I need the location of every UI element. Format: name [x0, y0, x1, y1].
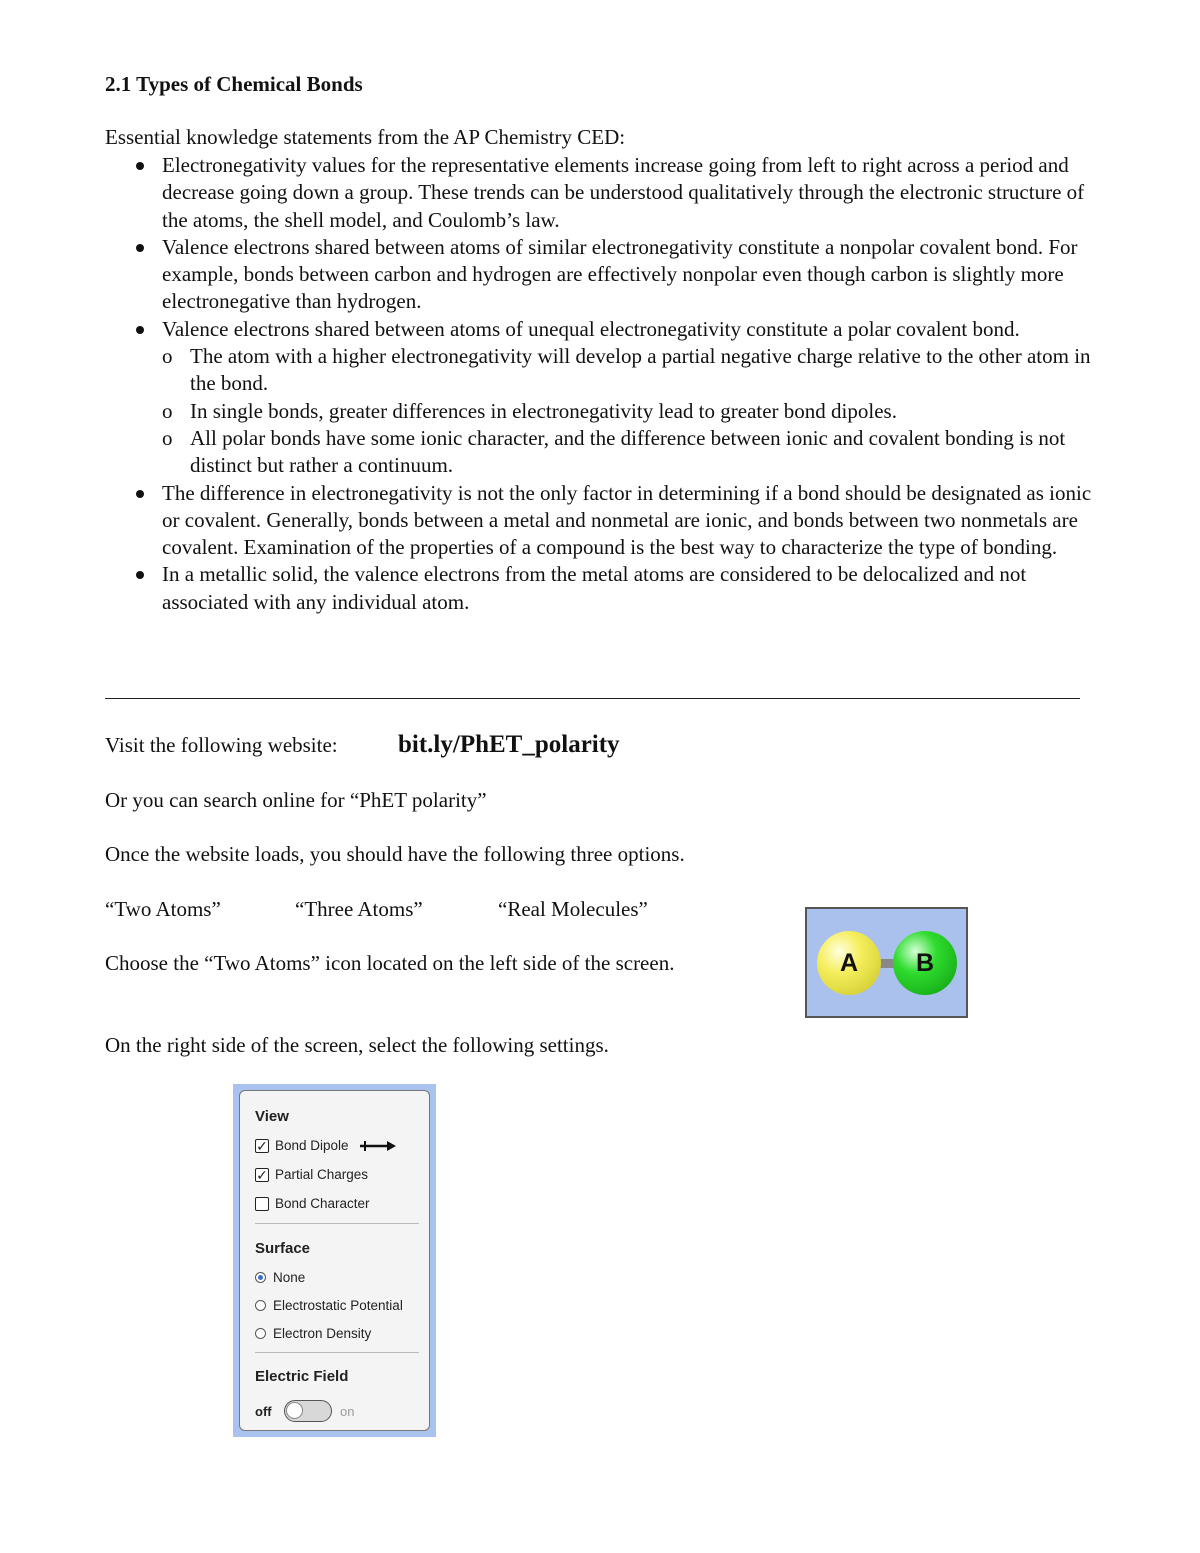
option-three-atoms: “Three Atoms”: [295, 897, 423, 921]
list-item: Electronegativity values for the representative elements increase going from left to right across a period and decrease going down a group. These trends can be understood qualitatively through the electronic structure of the atoms, the shell model, and Coulomb’s law.: [105, 152, 1105, 234]
toggle-knob: [286, 1402, 303, 1419]
electric-field-heading: Electric Field: [255, 1368, 349, 1385]
settings-panel: [233, 1084, 436, 1437]
choose-line: Choose the “Two Atoms” icon located on the left side of the screen.: [105, 951, 675, 975]
panel-divider: [255, 1352, 419, 1353]
partial-charges-checkbox[interactable]: [255, 1167, 368, 1182]
atom-b: B: [893, 931, 957, 995]
list-item: Valence electrons shared between atoms of similar electronegativity constitute a nonpolar covalent bond. For example, bonds between carbon and hydrogen are effectively nonpolar even though carbon is slightly more electronegative than hydrogen.: [105, 234, 1105, 316]
radio-empty-icon: [255, 1300, 266, 1311]
checkbox-label: Partial Charges: [275, 1167, 369, 1182]
settings-line: On the right side of the screen, select the following settings.: [105, 1033, 609, 1057]
checkbox-checked-icon: ✓: [256, 1166, 268, 1183]
electric-field-toggle[interactable]: [284, 1400, 332, 1422]
visit-label: Visit the following website:: [105, 733, 338, 757]
list-item: The difference in electronegativity is not the only factor in determining if a bond should be designated as ionic or covalent. Generally, bonds between a metal and nonmetal are ionic, and bonds between two nonmetals are covalent. Examination of the properties of a compound is the best way to characterize the type of bonding.: [105, 480, 1105, 562]
radio-label: Electron Density: [273, 1326, 372, 1341]
loads-line: Once the website loads, you should have the following three options.: [105, 842, 685, 866]
list-item: In a metallic solid, the valence electrons from the metal atoms are considered to be delocalized and not associated with any individual atom.: [105, 561, 1105, 616]
list-item: [105, 316, 1105, 480]
option-real-molecules: “Real Molecules”: [498, 897, 648, 921]
radio-label: None: [273, 1270, 306, 1285]
sub-list-item: o In single bonds, greater differences in electronegativity lead to greater bond dipoles.: [162, 398, 1105, 425]
panel-divider: [255, 1223, 419, 1224]
surface-electron-density-radio[interactable]: [255, 1326, 371, 1341]
surface-heading: Surface: [255, 1240, 311, 1257]
radio-empty-icon: [255, 1328, 266, 1339]
toggle-off-label: off: [255, 1404, 272, 1419]
website-link[interactable]: bit.ly/PhET_polarity: [398, 731, 620, 758]
view-heading: View: [255, 1108, 289, 1125]
radio-label: Electrostatic Potential: [273, 1298, 403, 1313]
checkbox-checked-icon: ✓: [256, 1137, 268, 1154]
surface-none-radio[interactable]: [255, 1270, 305, 1285]
settings-panel-inner: [239, 1090, 430, 1431]
toggle-on-label: on: [340, 1404, 355, 1419]
checkbox-empty-icon: [255, 1197, 269, 1211]
search-line: Or you can search online for “PhET polarity”: [105, 788, 487, 812]
list-item-text: Valence electrons shared between atoms of unequal electronegativity constitute a polar covalent bond.: [162, 316, 1020, 341]
checkbox-label: Bond Character: [275, 1196, 370, 1211]
option-two-atoms: “Two Atoms”: [105, 897, 221, 921]
dipole-arrow-icon: [357, 1140, 397, 1152]
sub-list-item: o All polar bonds have some ionic character, and the difference between ionic and covalent bonding is not distinct but rather a continuum.: [162, 425, 1105, 480]
two-atoms-icon[interactable]: [805, 907, 968, 1018]
surface-electrostatic-radio[interactable]: [255, 1298, 403, 1313]
bond-dipole-checkbox[interactable]: [255, 1138, 397, 1153]
intro-text: Essential knowledge statements from the AP Chemistry CED:: [105, 125, 626, 149]
radio-selected-icon: [255, 1272, 266, 1283]
atom-a: A: [817, 931, 881, 995]
checkbox-label: Bond Dipole: [275, 1138, 349, 1153]
sub-list: [162, 343, 1105, 479]
page-title: 2.1 Types of Chemical Bonds: [105, 72, 363, 96]
horizontal-rule: [105, 698, 1080, 699]
sub-list-item: o The atom with a higher electronegativity will develop a partial negative charge relative to the other atom in the bond.: [162, 343, 1105, 398]
bond-character-checkbox[interactable]: [255, 1196, 370, 1211]
essential-knowledge-list: [105, 152, 1105, 616]
